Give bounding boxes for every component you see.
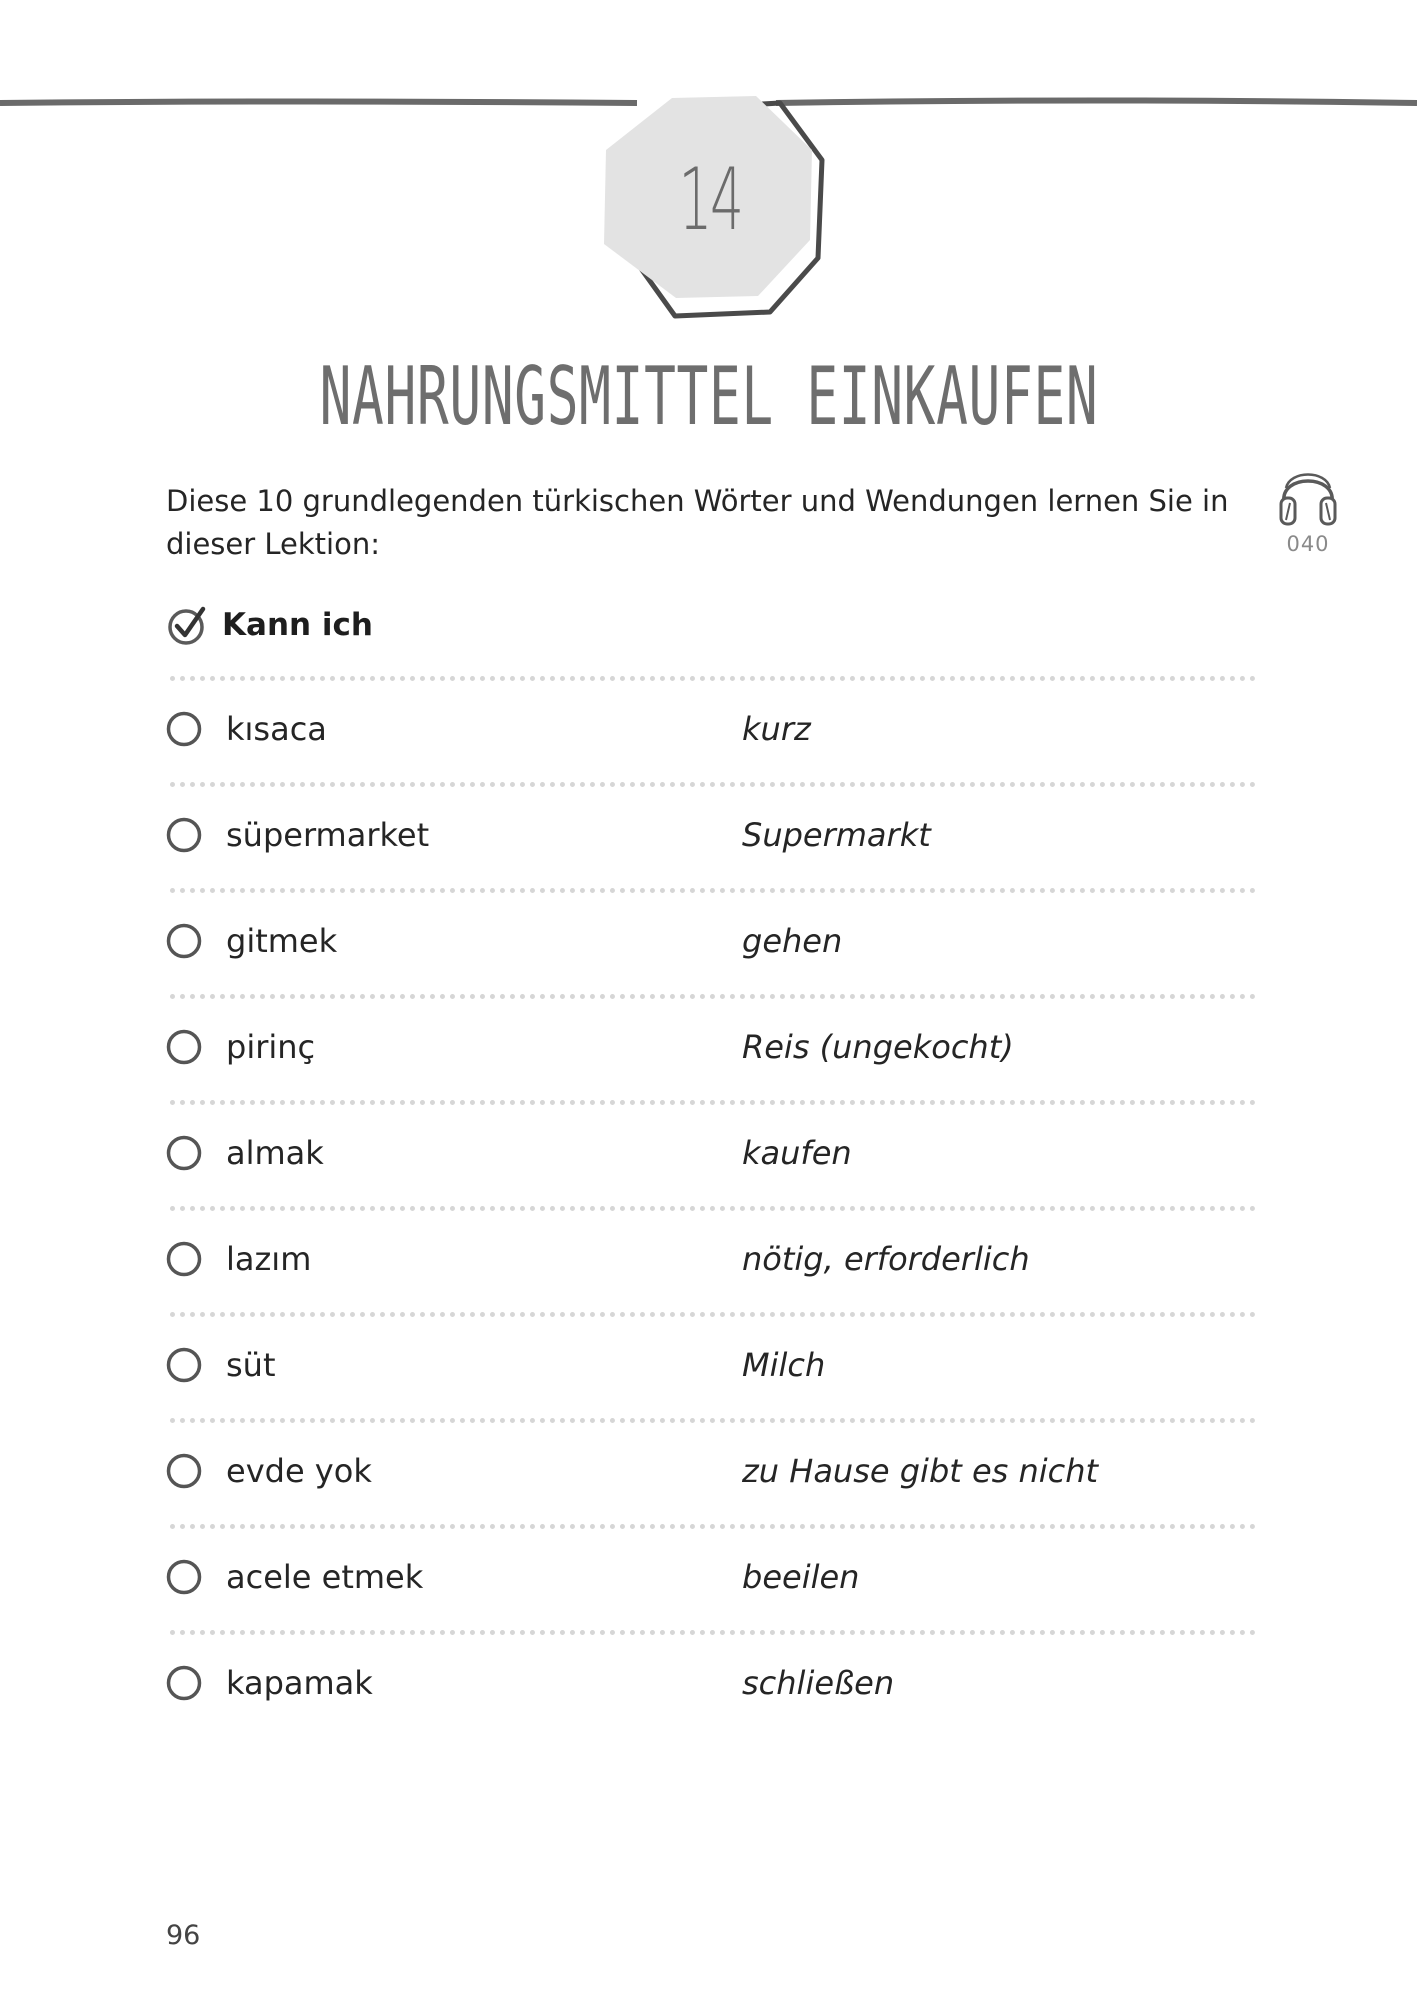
vocabulary-translation: Supermarkt (742, 816, 931, 854)
vocabulary-translation: Reis (ungekocht) (742, 1028, 1014, 1066)
vocabulary-term: almak (226, 1134, 324, 1172)
vocabulary-item (166, 1441, 1256, 1501)
page-title (0, 350, 1417, 443)
page-number: 96 (166, 1920, 201, 1951)
divider (170, 1206, 1256, 1211)
check-circle-icon[interactable] (166, 1453, 202, 1489)
checkmark-circle-icon (166, 604, 208, 646)
vocabulary-translation: nötig, erforderlich (742, 1240, 1030, 1278)
vocabulary-item (166, 699, 1256, 759)
divider (170, 676, 1256, 681)
divider (170, 994, 1256, 999)
lesson-number: 14 (678, 150, 742, 250)
check-circle-icon[interactable] (166, 711, 202, 747)
check-circle-icon[interactable] (166, 1135, 202, 1171)
check-circle-icon[interactable] (166, 1559, 202, 1595)
check-circle-icon[interactable] (166, 1665, 202, 1701)
audio-track-number: 040 (1286, 532, 1330, 556)
check-circle-icon[interactable] (166, 1347, 202, 1383)
vocabulary-term: süt (226, 1346, 276, 1384)
vocabulary-item (166, 805, 1256, 865)
checklist-header-label: Kann ich (222, 607, 373, 643)
vocabulary-item (166, 1229, 1256, 1289)
check-circle-icon[interactable] (166, 817, 202, 853)
check-circle-icon[interactable] (166, 1241, 202, 1277)
divider (170, 1312, 1256, 1317)
vocabulary-translation: kaufen (742, 1134, 852, 1172)
vocabulary-term: evde yok (226, 1452, 372, 1490)
vocabulary-translation: gehen (742, 922, 843, 960)
vocabulary-translation: kurz (742, 710, 811, 748)
vocabulary-translation: zu Hause gibt es nicht (742, 1452, 1099, 1490)
vocabulary-term: kapamak (226, 1664, 373, 1702)
vocabulary-translation: Milch (742, 1346, 826, 1384)
vocabulary-translation: schließen (742, 1664, 895, 1702)
vocabulary-item (166, 1547, 1256, 1607)
vocabulary-item (166, 1123, 1256, 1183)
check-circle-icon[interactable] (166, 1029, 202, 1065)
vocabulary-item (166, 1335, 1256, 1395)
checklist-header (166, 600, 373, 650)
vocabulary-item (166, 1017, 1256, 1077)
divider (170, 1418, 1256, 1423)
page-title-text: NAHRUNGSMITTEL EINKAUFEN (319, 350, 1098, 443)
vocabulary-item (166, 1653, 1256, 1713)
intro-text: Diese 10 grundlegenden türkischen Wörter und Wendungen lernen Sie in dieser Lektion: (166, 484, 1229, 561)
divider (170, 1524, 1256, 1529)
audio-track[interactable] (1272, 460, 1344, 556)
vocabulary-term: gitmek (226, 922, 338, 960)
vocabulary-term: kısaca (226, 710, 327, 748)
vocabulary-item (166, 911, 1256, 971)
vocabulary-translation: beeilen (742, 1558, 860, 1596)
vocabulary-term: acele etmek (226, 1558, 424, 1596)
divider (170, 1100, 1256, 1105)
divider (170, 888, 1256, 893)
vocabulary-term: lazım (226, 1240, 312, 1278)
divider (170, 1630, 1256, 1635)
vocabulary-term: pirinç (226, 1028, 316, 1066)
vocabulary-term: süpermarket (226, 816, 430, 854)
check-circle-icon[interactable] (166, 923, 202, 959)
headphones-icon (1276, 460, 1340, 530)
divider (170, 782, 1256, 787)
